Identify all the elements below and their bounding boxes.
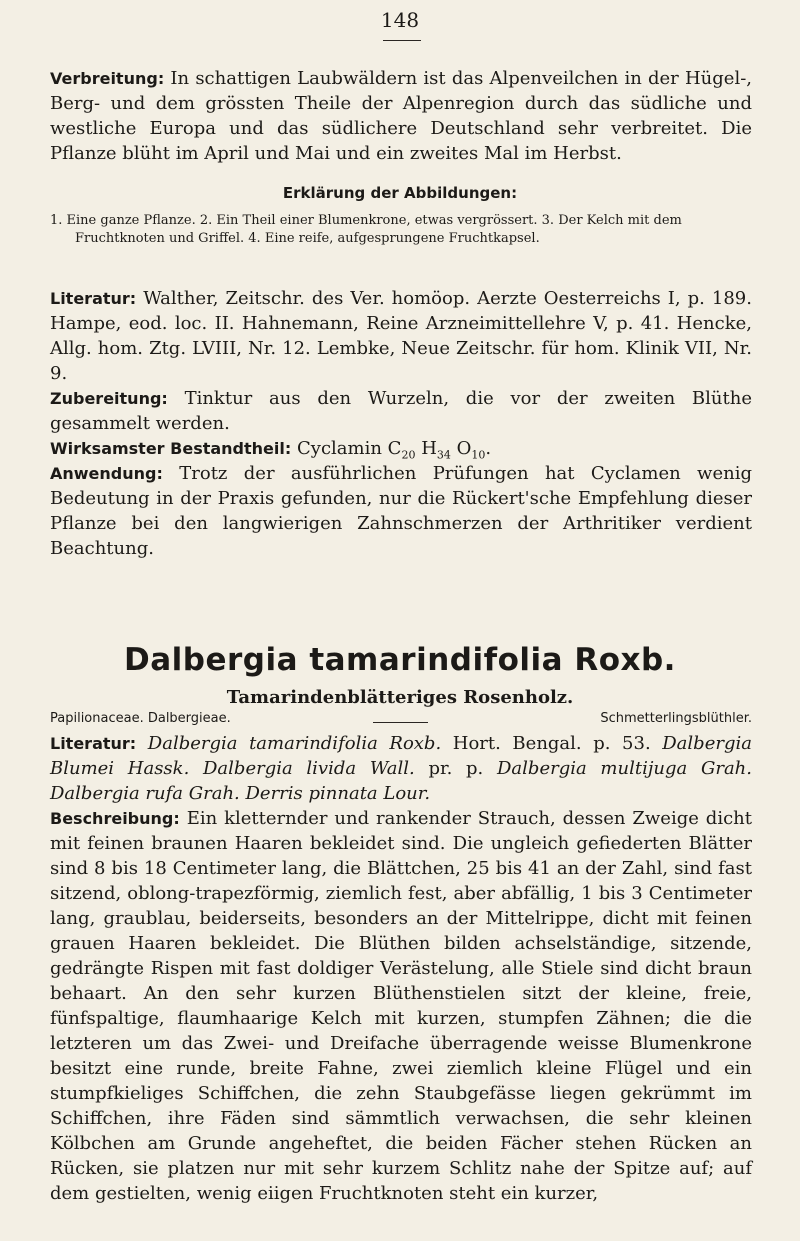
synonym-1: Dalbergia tamarindifolia Roxb. (147, 733, 442, 754)
plant-title: Dalbergia tamarindifolia Roxb. (124, 642, 676, 678)
beschreibung-text: Ein kletternder und rankender Strauch, dessen Zweige dicht mit feinen braunen Haaren bekleidet sind. Die ungleich gefiederten Blätter sind 8 bis 18 Centimeter lang, die Blättchen, 25 bis 41 an der Zahl, sind fast sitzend, oblong-trapezförmig, ziemlich fest, aber abfällig, 1 bis 3 Centimeter lang, graublau, beiderseits, besonders an der Mittelrippe, dicht mit feinen grauen Haaren bekleidet. Die Blüthen bilden achselständige, sitzende, gedrängte Rispen mit fast doldiger Verästelung, alle Stiele sind dicht braun behaart. An den sehr kurzen Blüthenstielen sitzt der kleine, freie, fünfspaltige, flaumhaarige Kelch mit kurzen, stumpfen Zähnen; die die letzteren um das Zwei- und Dreifache überragende weisse Blumenkrone besitzt eine runde, breite Fahne, zwei ziemlich kleine Flügel und ein stumpfkieliges Schiffchen, die zehn Staubgefässe liegen gekrümmt im Schiffchen, ihre Fäden sind sämmtlich verwachsen, die sehr kleinen Kölbchen am Grunde angeheftet, die beiden Fächer stehen Rücken an Rücken, sie platzen nur mit sehr kurzem Schlitz nahe der Spitze auf; auf dem gestielten, wenig eiigen Fruchtknoten steht ein kurzer, (50, 808, 752, 1204)
plant-family: Papilionaceae. Dalbergieae. (50, 711, 231, 726)
erklaerung-line-2: Fruchtknoten und Griffel. 4. Eine reife, aufgesprungene Fruchtkapsel. (75, 231, 540, 246)
erklaerung-heading: Erklärung der Abbildungen: (282, 184, 518, 202)
literatur2-paragraph (50, 731, 752, 806)
zubereitung-label: Zubereitung: (50, 389, 168, 408)
anwendung-text: Trotz der ausführlichen Prüfungen hat Cyclamen wenig Bedeutung in der Praxis gefunden, nur die Rückert'sche Empfehlung dieser Pflanze bei den langwierigen Zahnschmerzen der Arthritiker verdient Beachtung. (50, 463, 752, 559)
wirksamster-paragraph (50, 436, 752, 461)
page-number: 148 (380, 8, 420, 32)
reference-2: pr. p. (428, 758, 484, 779)
zubereitung-paragraph (50, 386, 752, 436)
family-divider (373, 722, 428, 723)
wirksamster-text: Cyclamin (297, 438, 382, 459)
beschreibung-paragraph (50, 806, 752, 1206)
plant-common-group: Schmetterlingsblüthler. (600, 711, 752, 726)
literatur2-label: Literatur: (50, 734, 137, 753)
verbreitung-label: Verbreitung: (50, 69, 165, 88)
zubereitung-text: Tinktur aus den Wurzeln, die vor der zweiten Blüthe gesammelt werden. (50, 388, 752, 434)
reference-1: Hort. Bengal. p. 53. (452, 733, 651, 754)
verbreitung-text: In schattigen Laubwäldern ist das Alpenveilchen in der Hügel-, Berg- und dem grössten Theile der Alpenregion durch das südliche und westliche Europa und das südlichere Deutschland sehr verbreitet. Die Pflanze blüht im April und Mai und ein zweites Mal im Herbst. (50, 68, 752, 164)
synonym-2: Dalbergia Blumei Hassk. Dalbergia livida Wall. (50, 733, 752, 779)
synonym-3: Dalbergia multijuga Grah. Dalbergia rufa Grah. Derris pinnata Lour. (50, 758, 752, 804)
erklaerung-text (50, 212, 752, 248)
wirksamster-label: Wirksamster Bestandtheil: (50, 439, 292, 458)
verbreitung-paragraph (50, 66, 752, 166)
erklaerung-line-1: 1. Eine ganze Pflanze. 2. Ein Theil einer Blumenkrone, etwas vergrössert. 3. Der Kelch mit dem (50, 213, 682, 228)
beschreibung-label: Beschreibung: (50, 809, 180, 828)
formula: $C_{20}$ $H_{34}$ $O_{10}$. (387, 438, 492, 462)
literatur-paragraph (50, 286, 752, 386)
literatur-text: Walther, Zeitschr. des Ver. homöop. Aerzte Oesterreichs I, p. 189. Hampe, eod. loc. II. Hahnemann, Reine Arzneimittellehre V, p. 41. Hencke, Allg. hom. Ztg. LVIII, Nr. 12. Lembke, Neue Zeitschr. für hom. Klinik VII, Nr. 9. (50, 288, 752, 384)
literatur-label: Literatur: (50, 289, 137, 308)
anwendung-label: Anwendung: (50, 464, 163, 483)
plant-subtitle: Tamarindenblätteriges Rosenholz. (226, 687, 574, 708)
page-number-rule (383, 40, 421, 41)
anwendung-paragraph (50, 461, 752, 561)
